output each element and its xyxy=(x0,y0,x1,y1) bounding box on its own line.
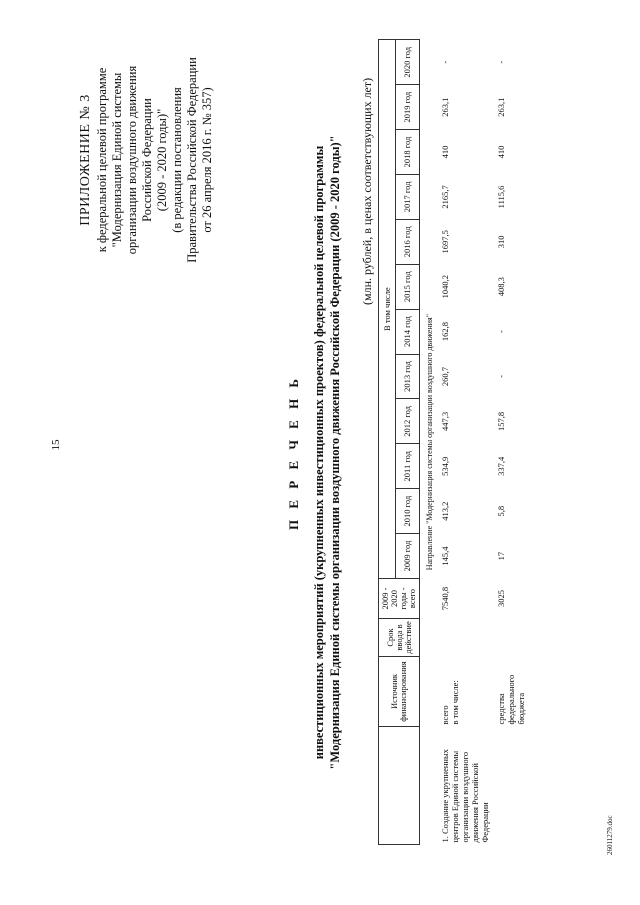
row-value: 310 xyxy=(496,235,506,249)
row-value: 1040,2 xyxy=(440,275,450,299)
header-year: 2010 год xyxy=(396,489,420,534)
row-value: - xyxy=(496,375,506,378)
header-year: 2019 год xyxy=(396,85,420,130)
approval-line: Российской Федерации xyxy=(140,98,154,222)
row-value: 5,8 xyxy=(496,505,506,517)
row-source-sub: в том числе: xyxy=(450,680,460,725)
table-row xyxy=(437,40,493,845)
approval-line: (в редакции постановления xyxy=(170,87,184,233)
approval-line: к федеральной целевой программе xyxy=(95,67,109,253)
header-year: 2020 год xyxy=(396,40,420,85)
approval-line: "Модернизация Единой системы xyxy=(110,72,124,248)
row-value: 410 xyxy=(440,145,450,159)
document-title: П Е Р Е Ч Е Н Ь xyxy=(286,374,301,531)
row-value: 337,4 xyxy=(496,456,506,476)
header-year: 2014 год xyxy=(396,309,420,354)
header-year: 2017 год xyxy=(396,174,420,219)
row-value: - xyxy=(496,330,506,334)
row-term xyxy=(493,619,529,657)
row-value: 1115,6 xyxy=(496,185,506,209)
direction-label: Направление "Модернизация системы организации воздушного движения" xyxy=(425,314,434,571)
row-source-cell xyxy=(493,657,529,727)
row-value: 447,3 xyxy=(440,411,450,431)
row-total: 3025 xyxy=(496,590,506,607)
header-year: 2011 год xyxy=(396,444,420,489)
row-source: всего xyxy=(440,705,450,725)
row-value: - xyxy=(440,60,450,64)
header-year: 2015 год xyxy=(396,264,420,309)
row-value: 410 xyxy=(496,145,506,159)
approval-block xyxy=(78,25,215,295)
row-value: 162,8 xyxy=(440,322,450,342)
appendix-heading: ПРИЛОЖЕНИЕ № 3 xyxy=(78,94,93,226)
direction-row xyxy=(420,40,438,845)
row-total: 7540,8 xyxy=(440,586,450,611)
row-value: 145,4 xyxy=(440,546,450,566)
row-name-cell xyxy=(493,727,529,845)
units-note: (млн. рублей, в ценах соответствующих лет) xyxy=(360,77,374,305)
title-line-1: инвестиционных мероприятий (укрупненных инвестиционных проектов) федеральной целевой программы xyxy=(312,145,326,760)
row-value: 17 xyxy=(496,551,506,561)
page-number: 15 xyxy=(50,439,62,451)
row-number: 1. xyxy=(440,836,450,843)
header-year: 2018 год xyxy=(396,130,420,175)
row-value: 1697,5 xyxy=(440,230,450,254)
row-source: средства федерального бюджета xyxy=(496,674,526,725)
header-total: 2009 - 2020 годы - всего xyxy=(379,579,420,619)
approval-line: Правительства Российской Федерации xyxy=(185,57,199,263)
header-term: Срок ввода в действие xyxy=(379,619,420,657)
row-value: 413,2 xyxy=(440,501,450,521)
row-value: 534,9 xyxy=(440,456,450,476)
header-year: 2012 год xyxy=(396,399,420,444)
approval-line: (2009 - 2020 годы)" xyxy=(155,108,169,212)
header-year: 2013 год xyxy=(396,354,420,399)
approval-line: от 26 апреля 2016 г. № 357) xyxy=(200,87,214,233)
footer-filename: 26011279.doc xyxy=(606,815,614,855)
row-value: - xyxy=(496,60,506,64)
header-year: 2016 год xyxy=(396,219,420,264)
title-line-2: "Модернизация Единой системы организации воздушного движения Российской Федерации (2009 - 2020 годы)" xyxy=(328,135,342,770)
row-value: 263,1 xyxy=(496,97,506,117)
row-value: 408,3 xyxy=(496,277,506,297)
table-row xyxy=(493,40,529,845)
header-source: Источник финансирования xyxy=(379,657,420,727)
row-name: Создание укрупненных центров Единой системы организации воздушного движения Российской Федерации xyxy=(440,749,490,843)
header-in-that: В том числе xyxy=(379,40,396,579)
header-name xyxy=(379,727,420,845)
investment-table xyxy=(378,39,529,845)
row-value: 260,7 xyxy=(440,366,450,387)
row-value: 157,8 xyxy=(496,411,506,431)
row-term xyxy=(437,619,493,657)
row-name-cell xyxy=(437,727,493,845)
header-year: 2009 год xyxy=(396,534,420,579)
approval-line: организации воздушного движения xyxy=(125,65,139,255)
row-value: 263,1 xyxy=(440,97,450,117)
row-source-cell xyxy=(437,657,493,727)
row-value: 2165,7 xyxy=(440,185,450,209)
